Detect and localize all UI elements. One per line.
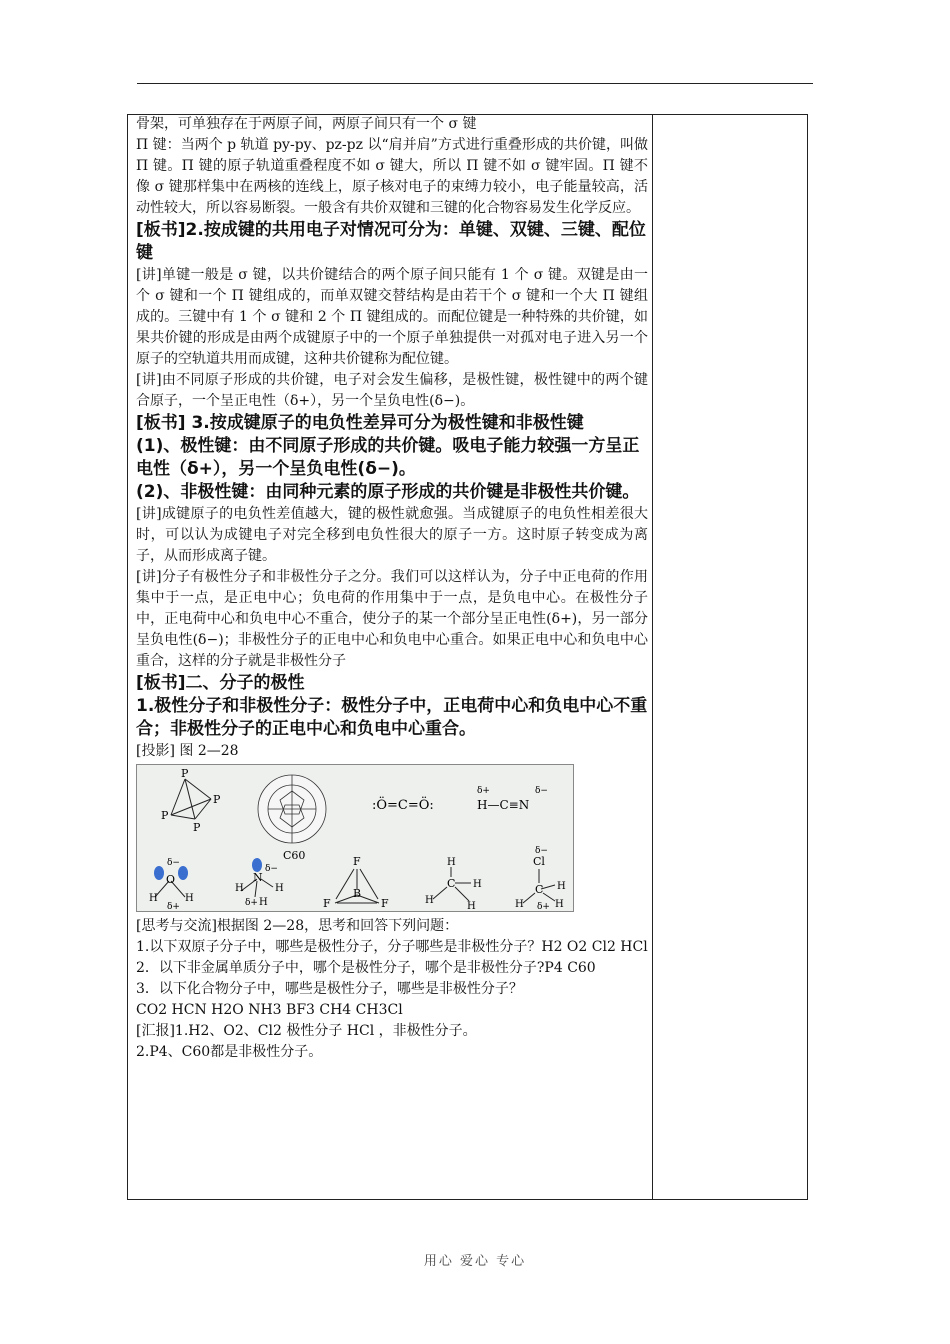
lecture-polar-molecule: [讲]分子有极性分子和非极性分子之分。我们可以这样认为，分子中正电荷的作用集中于一点，是正电中心；负电荷的作用集中于一点，是负电中心。在极性分子中，正电荷中心和负电中心不重合，使分子的某一个部分呈正电性(δ+)，另一部分呈负电性(δ−)；非极性分子的正电中心和负电中心重合。如果正电中心和负电中心重合，这样的分子就是非极性分子	[136, 569, 648, 669]
h2o-delta-plus: δ+	[167, 902, 180, 911]
board-note-nonpolar-bond: (2)、非极性键：由同种元素的原子形成的共价键是非极性共价键。	[136, 482, 640, 502]
p4-atom-left: P	[161, 809, 169, 822]
ch3cl-carbon: C	[535, 883, 544, 896]
board-note-electronegativity: [板书] 3.按成键原子的电负性差异可分为极性键和非极性键	[136, 413, 584, 433]
board-note-molecule-polarity: [板书]二、分子的极性	[136, 673, 305, 693]
ch4-carbon: C	[447, 877, 456, 890]
think-and-discuss: [思考与交流]根据图 2—28，思考和回答下列问题：	[136, 918, 459, 934]
h2o-oxygen: O	[166, 873, 176, 886]
ch4-hydrogen-left: H	[425, 895, 434, 906]
molecule-figure	[136, 764, 574, 912]
bf3-fluorine-right: F	[381, 897, 389, 910]
hcn-formula: H—C≡N	[477, 798, 530, 812]
h2o-hydrogen-left: H	[149, 893, 158, 904]
h2o-delta-minus: δ−	[167, 858, 180, 868]
report-answer-1: [汇报]1.H2、O2、Cl2 极性分子 HCl ，非极性分子。	[136, 1023, 477, 1039]
question-3: 3．以下化合物分子中，哪些是极性分子，哪些是非极性分子？	[136, 981, 523, 997]
h2o-hydrogen-right: H	[185, 893, 194, 904]
p4-atom-bottom: P	[193, 821, 201, 834]
ch4-hydrogen-top: H	[447, 857, 456, 868]
lecture-ionic-bond: [讲]成键原子的电负性差值越大，键的极性就愈强。当成键原子的电负性相差很大时，可以认为成键电子对完全移到电负性很大的原子一方。这时原子转变成为离子，从而形成离子键。	[136, 506, 648, 564]
bf3-fluorine-top: F	[353, 855, 361, 868]
co2-formula: :Ö=C=Ö:	[372, 798, 434, 813]
ch3cl-chlorine: Cl	[533, 855, 545, 868]
question-2: 2．以下非金属单质分子中，哪个是极性分子，哪个是非极性分子?P4 C60	[136, 960, 596, 976]
column-divider	[652, 114, 653, 1200]
page-footer: 用心 爱心 专心	[423, 1254, 527, 1269]
hcn-delta-plus: δ+	[477, 786, 490, 796]
nh3-nitrogen: N	[253, 871, 263, 884]
projection-label: [投影] 图 2—28	[136, 743, 239, 759]
report-answer-2: 2.P4、C60都是非极性分子。	[136, 1044, 323, 1060]
ch3cl-delta-plus: δ+	[537, 902, 550, 911]
hcn-delta-minus: δ−	[535, 786, 548, 796]
c60-label: C60	[283, 849, 306, 862]
nh3-hydrogen-left: H	[235, 883, 244, 894]
c60-molecule	[258, 775, 326, 843]
header-rule	[137, 83, 813, 84]
sigma-bond-text: 骨架，可单独存在于两原子间，两原子间只有一个 σ 键	[136, 116, 477, 132]
board-note-polar-molecule-def: 1.极性分子和非极性分子：极性分子中，正电荷中心和负电中心不重合；非极性分子的正电中心和负电中心重合。	[136, 696, 648, 739]
ch3cl-delta-minus: δ−	[535, 846, 548, 856]
pi-bond-text: Π 键：当两个 p 轨道 py-py、pz-pz 以“肩并肩”方式进行重叠形成的共价键，叫做 Π 键。Π 键的原子轨道重叠程度不如 σ 键大，所以 Π 键不如 σ 键牢固。Π 键不像 σ 键那样集中在两核的连线上，原子核对电子的束缚力较小，电子能量较高，活动性较大，所以容易断裂。一般含有共价双键和三键的化合物容易发生化学反应。	[136, 137, 648, 216]
board-note-polar-bond: (1)、极性键：由不同原子形成的共价键。吸电子能力较强一方呈正电性（δ+），另一个呈负电性(δ−)。	[136, 436, 640, 479]
nh3-delta-minus: δ−	[265, 864, 278, 874]
bf3-fluorine-left: F	[323, 897, 331, 910]
nh3-delta-plus: δ+	[245, 898, 258, 908]
ch4-hydrogen-right: H	[473, 879, 482, 890]
lesson-content	[136, 114, 648, 1063]
lecture-polar-bond: [讲]由不同原子形成的共价键，电子对会发生偏移，是极性键，极性键中的两个键合原子，一个呈正电性（δ+），另一个呈负电性(δ−)。	[136, 372, 648, 409]
question-1: 1.以下双原子分子中，哪些是极性分子，分子哪些是非极性分子？H2 O2 Cl2 HCl	[136, 939, 648, 955]
nh3-hydrogen-bottom: H	[259, 897, 268, 908]
p4-atom-right: P	[213, 793, 221, 806]
nh3-hydrogen-right: H	[275, 883, 284, 894]
p4-molecule	[171, 779, 211, 819]
ch3cl-hydrogen-bottom: H	[555, 899, 564, 910]
ch4-hydrogen-bottom: H	[467, 901, 476, 911]
lecture-single-double-triple: [讲]单键一般是 σ 键，以共价键结合的两个原子间只能有 1 个 σ 键。双键是由一个 σ 键和一个 Π 键组成的，而单双键交替结构是由若干个 σ 键和一个大 Π 键组成的。三键中有 1 个 σ 键和 2 个 Π 键组成的。而配位键是一种特殊的共价键，如果共价键的形成是由两个成键原子中的一个原子单独提供一对孤对电子进入另一个原子的空轨道共用而成键，这种共价键称为配位键。	[136, 267, 648, 367]
p4-atom-top: P	[181, 767, 189, 780]
question-3-compounds: CO2 HCN H2O NH3 BF3 CH4 CH3Cl	[136, 1002, 403, 1018]
molecule-figure-svg	[137, 765, 573, 911]
bf3-boron: B	[353, 887, 362, 900]
ch3cl-hydrogen-right: H	[557, 881, 566, 892]
ch3cl-hydrogen-left: H	[515, 899, 524, 910]
board-note-bond-types: [板书]2.按成键的共用电子对情况可分为：单键、双键、三键、配位键	[136, 220, 646, 263]
